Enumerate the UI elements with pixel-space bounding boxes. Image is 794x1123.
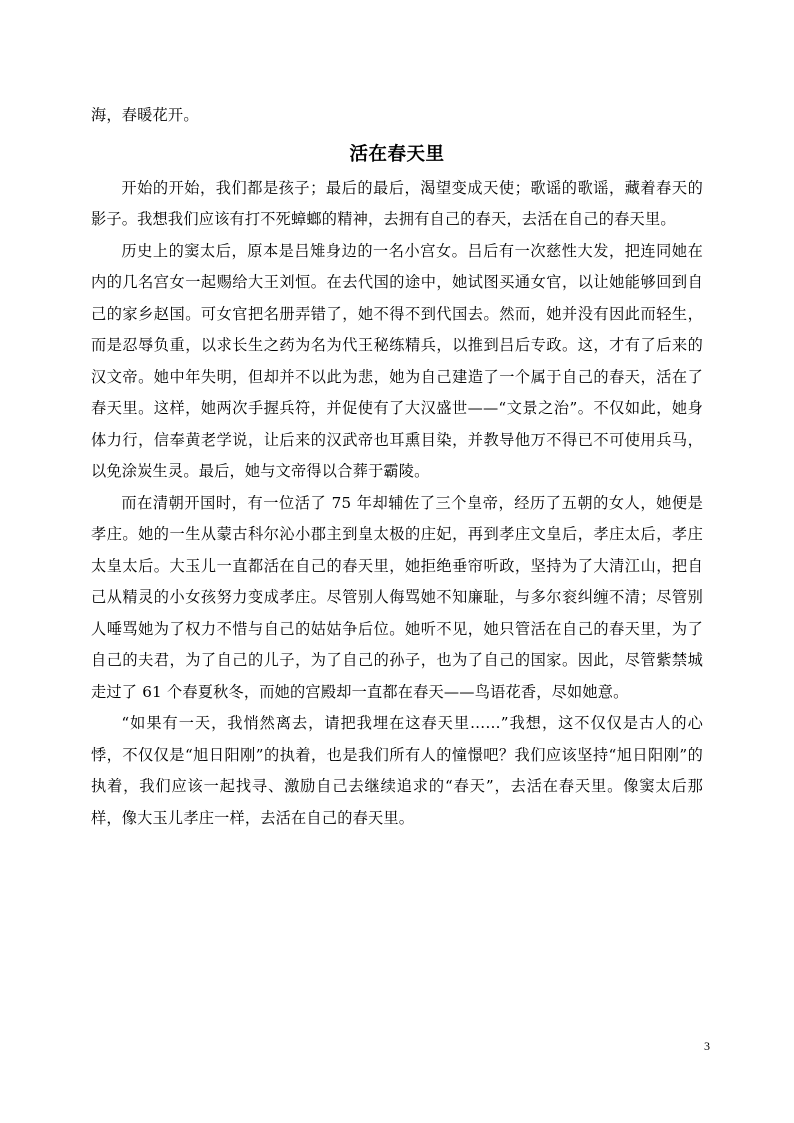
paragraph-2: 历史上的窦太后，原本是吕雉身边的一名小宫女。吕后有一次慈性大发，把连同她在内的几名宫女一起赐给大王刘恒。在去代国的途中，她试图买通女官，以让她能够回到自己的家乡赵国。可女官把名册弄错了，她不得不到代国去。然而，她并没有因此而轻生，而是忍辱负重，以求长生之药为名为代王秘练精兵，以推到吕后专政。这，才有了后来的汉文帝。她中年失明，但却并不以此为悲，她为自己建造了一个属于自己的春天，活在了春天里。这样，她两次手握兵符，并促使有了大汉盛世——“文景之治”。不仅如此，她身体力行，信奉黄老学说，让后来的汉武帝也耳熏目染，并教导他万不得已不可使用兵马，以免涂炭生灵。最后，她与文帝得以合葬于霸陵。	[91, 241, 703, 480]
paragraph-3: 而在清朝开国时，有一位活了 75 年却辅佐了三个皇帝，经历了五朝的女人，她便是孝庄。她的一生从蒙古科尔沁小郡主到皇太极的庄妃，再到孝庄文皇后，孝庄太后，孝庄太皇太后。大玉儿一直都活在自己的春天里，她拒绝垂帘听政，坚持为了大清江山，把自己从精灵的小女孩努力变成孝庄。尽管别人侮骂她不知廉耻，与多尔衮纠缠不清；尽管别人唾骂她为了权力不惜与自己的姑姑争后位。她听不见，她只管活在自己的春天里，为了自己的夫君，为了自己的儿子，为了自己的孙子，也为了自己的国家。因此，尽管紫禁城走过了 61 个春夏秋冬，而她的宫殿却一直都在春天——鸟语花香，尽如她意。	[91, 493, 703, 701]
paragraph-4: “如果有一天，我悄然离去，请把我埋在这春天里……”我想，这不仅仅是古人的心悸，不仅仅是“旭日阳刚”的执着，也是我们所有人的憧憬吧？我们应该坚持“旭日阳刚”的执着，我们应该一起找寻、激励自己去继续追求的“春天”，去活在春天里。像窦太后那样，像大玉儿孝庄一样，去活在自己的春天里。	[91, 714, 703, 827]
page-number: 3	[704, 1039, 710, 1053]
paragraph-1: 开始的开始，我们都是孩子；最后的最后，渴望变成天使；歌谣的歌谣，藏着春天的影子。我想我们应该有打不死蟑螂的精神，去拥有自己的春天，去活在自己的春天里。	[91, 178, 703, 228]
essay-title: 活在春天里	[349, 143, 445, 165]
opening-fragment: 海，春暖花开。	[91, 106, 199, 124]
document-body	[91, 100, 703, 834]
